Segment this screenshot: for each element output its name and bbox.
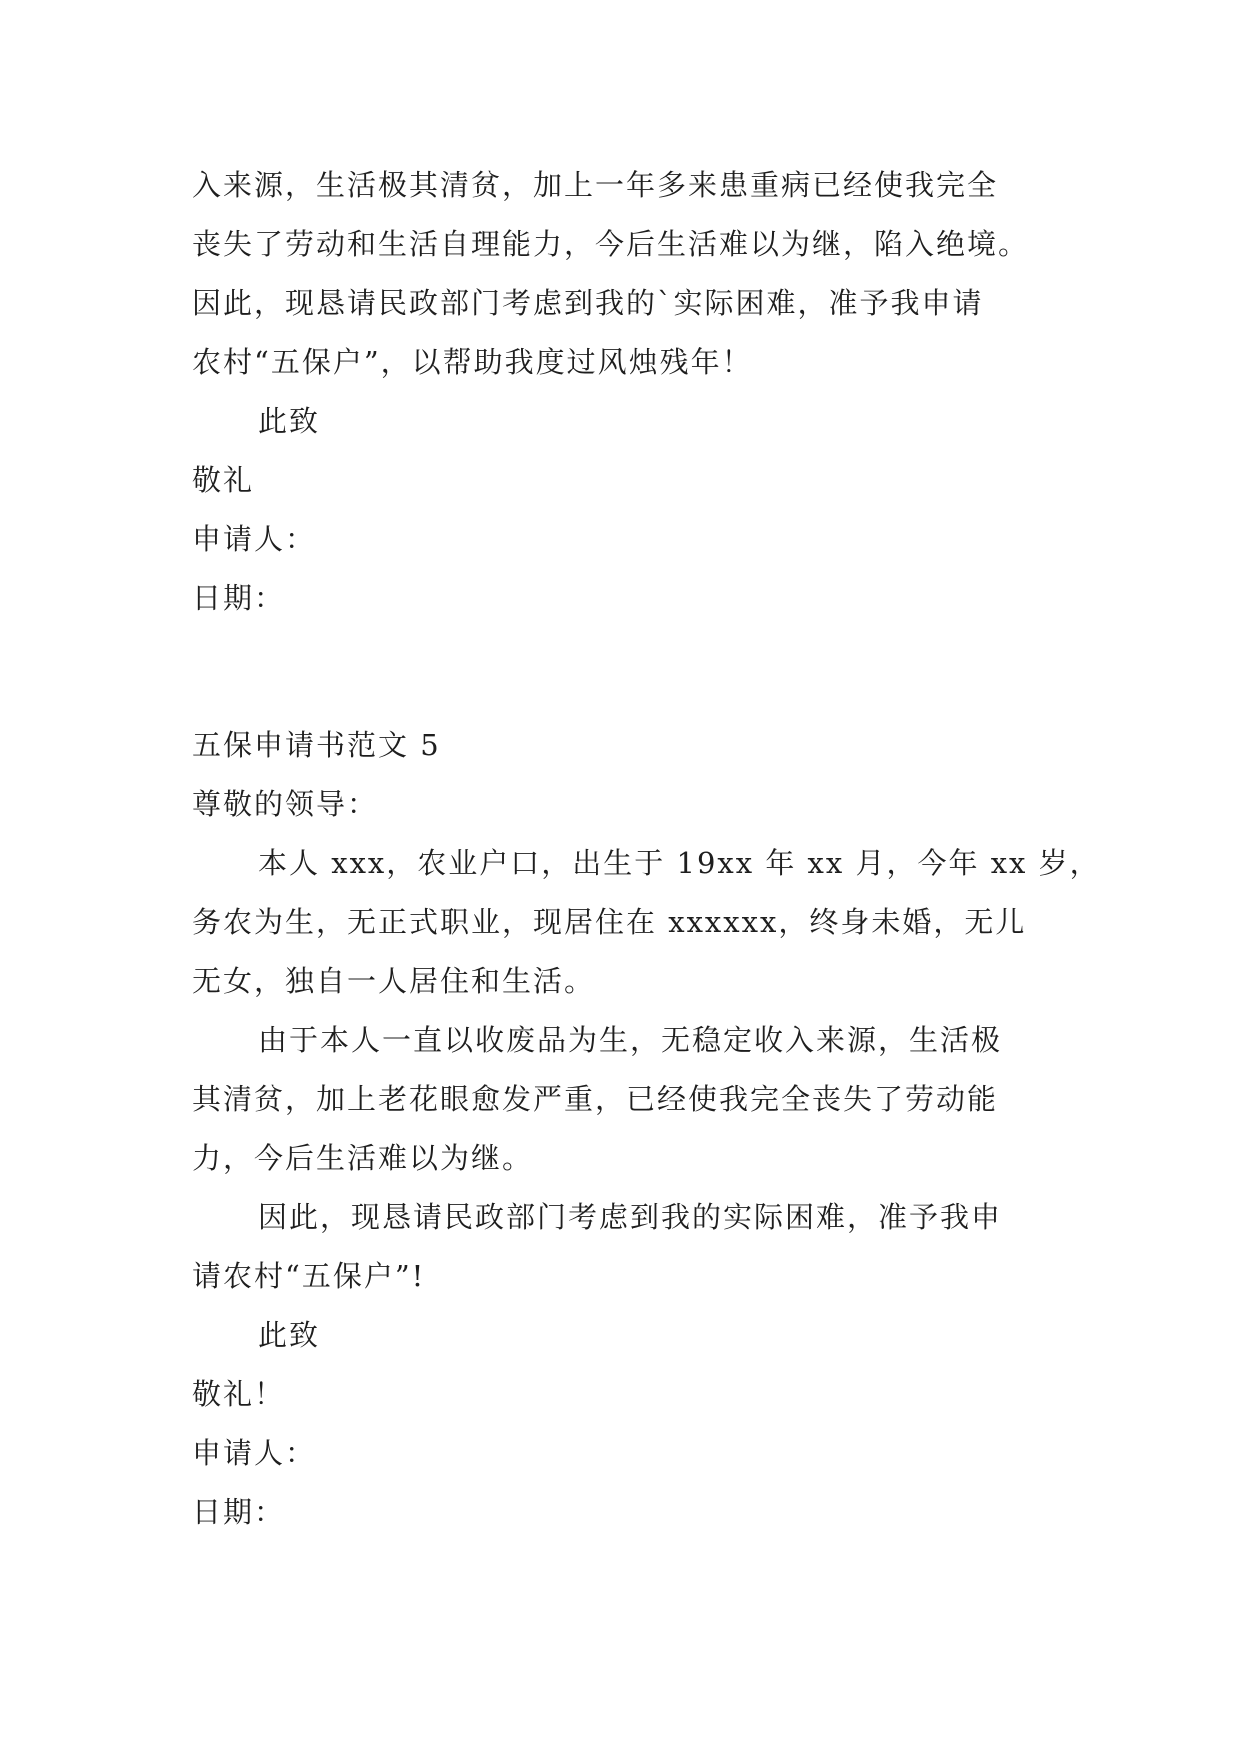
body-line: 因此，现恳请民政部门考虑到我的实际困难，准予我申	[258, 1200, 1003, 1234]
body-line: 务农为生，无正式职业，现居住在 xxxxxx，终身未婚，无儿	[192, 905, 1027, 939]
date-line: 日期：	[192, 581, 286, 615]
body-line: 力，今后生活难以为继。	[192, 1141, 534, 1175]
body-line: 丧失了劳动和生活自理能力，今后生活难以为继，陷入绝境。	[192, 227, 1030, 261]
body-line: 由于本人一直以收废品为生，无稳定收入来源，生活极	[258, 1023, 1003, 1057]
greeting-line: 尊敬的领导：	[192, 787, 379, 821]
body-line: 农村“五保户”，以帮助我度过风烛残年！	[192, 345, 753, 379]
document-body	[192, 156, 1101, 1542]
closing-line: 此致	[258, 1318, 321, 1352]
salute-line: 敬礼！	[192, 1377, 286, 1411]
closing-line: 此致	[258, 404, 321, 438]
section-title: 五保申请书范文 5	[192, 728, 441, 762]
date-line: 日期：	[192, 1495, 286, 1529]
body-line: 因此，现恳请民政部门考虑到我的`实际困难，准予我申请	[192, 286, 984, 320]
applicant-line: 申请人：	[192, 522, 317, 556]
salute-line: 敬礼	[192, 463, 255, 497]
applicant-line: 申请人：	[192, 1436, 317, 1470]
body-line: 其清贫，加上老花眼愈发严重，已经使我完全丧失了劳动能	[192, 1082, 999, 1116]
body-line: 入来源，生活极其清贫，加上一年多来患重病已经使我完全	[192, 168, 999, 202]
section-gap	[192, 628, 1052, 716]
body-line: 无女，独自一人居住和生活。	[192, 964, 596, 998]
body-line: 本人 xxx，农业户口，出生于 19xx 年 xx 月，今年 xx 岁，	[258, 846, 1101, 880]
body-line: 请农村“五保户”!	[192, 1259, 426, 1293]
